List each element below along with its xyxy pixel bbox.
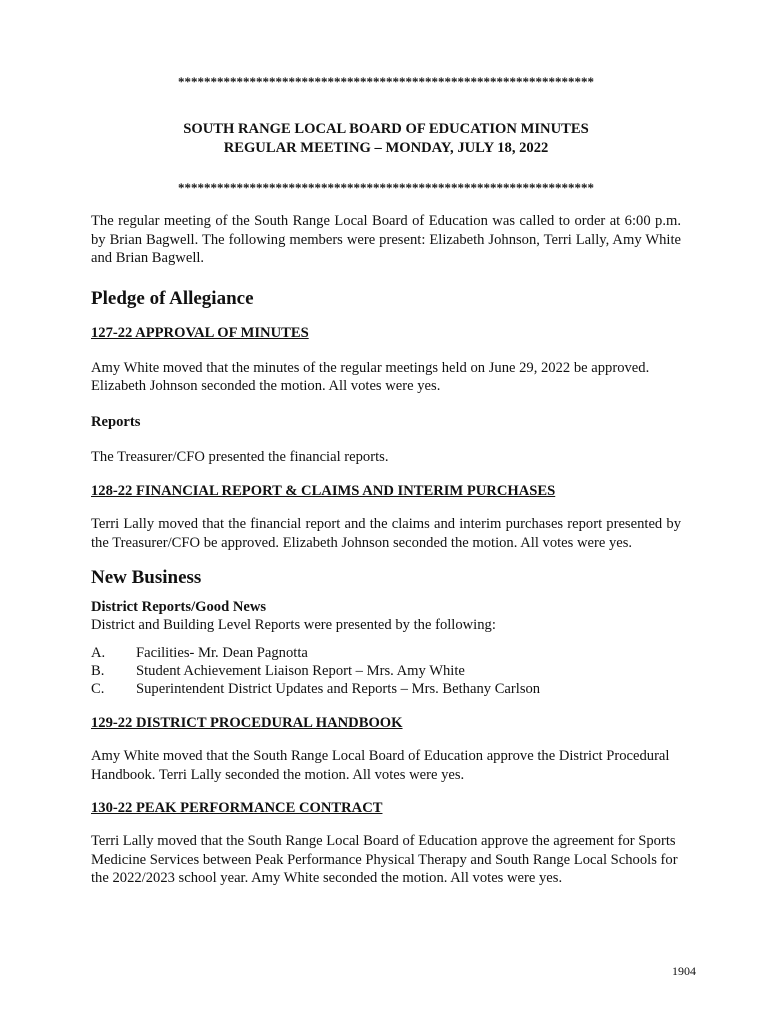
- list-item-letter: A.: [91, 644, 106, 661]
- item-128-title: 128-22 FINANCIAL REPORT & CLAIMS AND INTERIM PURCHASES: [91, 483, 556, 499]
- district-reports-intro: District and Building Level Reports were presented by the following:: [91, 617, 496, 633]
- district-reports-subheading: District Reports/Good News: [91, 599, 267, 615]
- reports-list: [91, 644, 681, 699]
- list-item-text: Superintendent District Updates and Reports – Mrs. Bethany Carlson: [136, 681, 541, 698]
- header-divider-bottom: ****************************************************************: [178, 180, 594, 195]
- title-line-2: REGULAR MEETING – MONDAY, JULY 18, 2022: [223, 140, 549, 156]
- item-129-title: 129-22 DISTRICT PROCEDURAL HANDBOOK: [91, 715, 403, 732]
- item-130-title: 130-22 PEAK PERFORMANCE CONTRACT: [91, 800, 383, 817]
- item-128-body: Terri Lally moved that the financial report and the claims and interim purchases report presented by the Treasurer/CFO be approved. Elizabeth Johnson seconded the motion. All votes were yes.: [91, 516, 681, 551]
- minutes-page: [91, 70, 681, 888]
- page-number: 1904: [672, 964, 696, 978]
- document-title: [91, 120, 681, 158]
- item-127-title: 127-22 APPROVAL OF MINUTES: [91, 324, 309, 341]
- list-item-letter: B.: [91, 662, 105, 679]
- pledge-heading: Pledge of Allegiance: [91, 287, 254, 309]
- list-item-text: Facilities- Mr. Dean Pagnotta: [136, 644, 308, 661]
- list-item: [91, 662, 681, 680]
- reports-heading: Reports: [91, 413, 141, 430]
- item-129-body: Amy White moved that the South Range Local Board of Education approve the District Procedural Handbook. Terri Lally seconded the motion. All votes were yes.: [91, 748, 670, 783]
- reports-body: The Treasurer/CFO presented the financial reports.: [91, 448, 389, 465]
- header-divider-top: ****************************************************************: [178, 74, 594, 89]
- list-item-text: Student Achievement Liaison Report – Mrs. Amy White: [136, 662, 465, 679]
- intro-paragraph: The regular meeting of the South Range Local Board of Education was called to order at 6:00 p.m. by Brian Bagwell. The following members were present: Elizabeth Johnson, Terri Lally, Amy White and Brian Bagwell.: [91, 213, 681, 266]
- item-127-body: Amy White moved that the minutes of the regular meetings held on June 29, 2022 be approved. Elizabeth Johnson seconded the motion. All votes were yes.: [91, 359, 650, 394]
- list-item-letter: C.: [91, 681, 105, 698]
- title-line-1: SOUTH RANGE LOCAL BOARD OF EDUCATION MINUTES: [183, 121, 589, 137]
- list-item: [91, 644, 681, 662]
- list-item: [91, 680, 681, 698]
- item-130-body: Terri Lally moved that the South Range Local Board of Education approve the agreement for Sports Medicine Services between Peak Performance Physical Therapy and South Range Local Schools for the 2022/2023 school year. Amy White seconded the motion. All votes were yes.: [91, 833, 678, 887]
- new-business-heading: New Business: [91, 567, 202, 588]
